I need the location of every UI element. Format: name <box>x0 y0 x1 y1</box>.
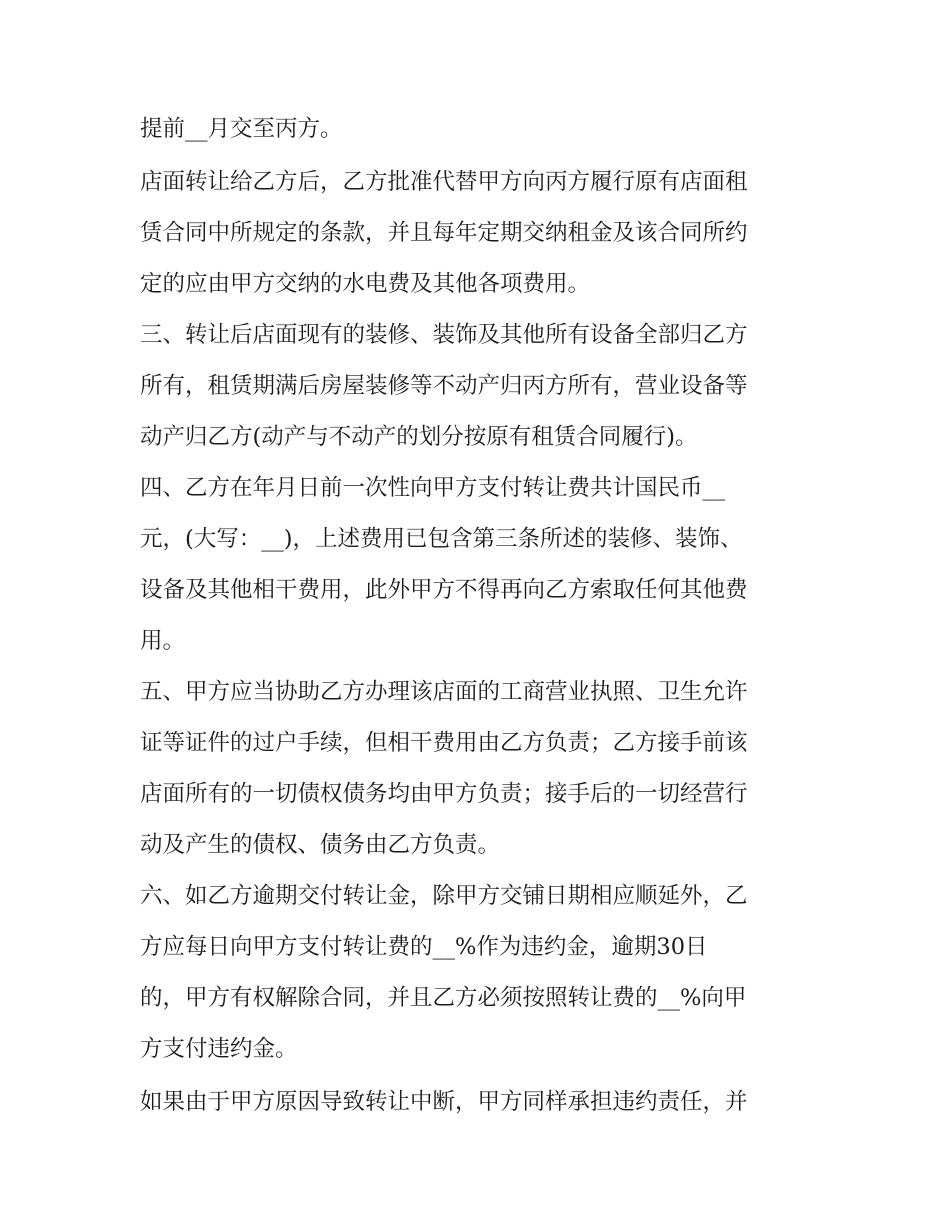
text-line: 动及产生的债权、债务由乙方负责。 <box>140 832 501 858</box>
text-line: 店面所有的一切债权债务均由甲方负责；接手后的一切经营行 <box>140 781 748 807</box>
text-line: 四、乙方在年月日前一次性向甲方支付转让费共计国民币__ <box>140 475 726 501</box>
text-line: 设备及其他相干费用，此外甲方不得再向乙方索取任何其他费 <box>140 577 748 603</box>
text-line: 店面转让给乙方后，乙方批准代替甲方向丙方履行原有店面租 <box>140 169 748 195</box>
text-line: 用。 <box>140 628 186 654</box>
text-line: 方支付违约金。 <box>140 1036 298 1062</box>
text-line: 五、甲方应当协助乙方办理该店面的工商营业执照、卫生允许 <box>140 679 748 705</box>
text-line: 三、转让后店面现有的装修、装饰及其他所有设备全部归乙方 <box>140 322 748 348</box>
text-line: 如果由于甲方原因导致转让中断，甲方同样承担违约责任，并 <box>140 1089 748 1115</box>
text-line: 方应每日向甲方支付转让费的__%作为违约金，逾期30日 <box>140 934 708 960</box>
text-line: 的，甲方有权解除合同，并且乙方必须按照转让费的__%向甲 <box>140 985 747 1011</box>
text-line: 提前__月交至丙方。 <box>140 116 343 142</box>
text-line: 动产归乙方(动产与不动产的划分按原有租赁合同履行)。 <box>140 424 698 450</box>
text-line: 六、如乙方逾期交付转让金，除甲方交铺日期相应顺延外，乙 <box>140 883 748 909</box>
text-line: 定的应由甲方交纳的水电费及其他各项费用。 <box>140 271 591 297</box>
text-line: 赁合同中所规定的条款，并且每年定期交纳租金及该合同所约 <box>140 220 748 246</box>
text-line: 元，(大写：__)，上述费用已包含第三条所述的装修、装饰、 <box>140 526 743 552</box>
text-line: 所有，租赁期满后房屋装修等不动产归丙方所有，营业设备等 <box>140 373 748 399</box>
text-line: 证等证件的过户手续，但相干费用由乙方负责；乙方接手前该 <box>140 730 748 756</box>
